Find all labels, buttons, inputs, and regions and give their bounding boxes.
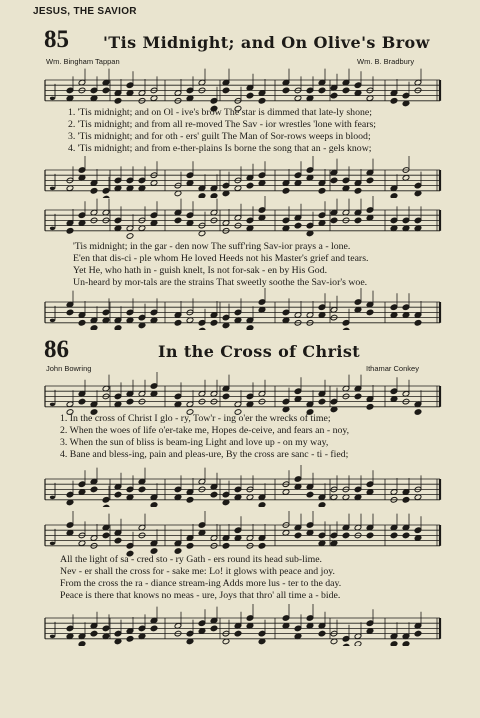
lyricist-credit: Wm. Bingham Tappan: [46, 57, 120, 66]
lyricist-credit: John Bowring: [46, 364, 92, 373]
stanza-line: From the cross the ra - diance stream-ing Adds more lus - ter to the day.: [60, 578, 342, 589]
music-staff-bass: [0, 465, 480, 507]
stanza-block: [68, 107, 376, 155]
music-staff-treble: [0, 66, 480, 112]
svg-text:♩: ♩: [48, 525, 59, 551]
svg-text:♩: ♩: [48, 386, 59, 412]
music-staff-bass: [0, 288, 480, 330]
stanza-line: 2. 'Tis midnight; and from all re-moved The Sav - ior wrestles 'lone with fears;: [68, 119, 376, 130]
hymn-title: 'Tis Midnight; and On Olive's Brow: [103, 33, 430, 52]
svg-text:♩: ♩: [48, 80, 59, 106]
stanza-line: 1. 'Tis midnight; and on Ol - ive's brow The star is dimmed that late-ly shone;: [68, 107, 372, 118]
section-header: JESUS, THE SAVIOR: [33, 6, 137, 17]
stanza-block: [60, 554, 341, 602]
stanza-line: 'Tis midnight; in the gar - den now The suff'ring Sav-ior prays a - lone.: [73, 241, 351, 252]
music-staff-bass: [0, 156, 480, 198]
stanza-block: [60, 413, 349, 461]
svg-text:♩: ♩: [48, 618, 59, 644]
stanza-line: Yet He, who hath in - guish knelt, Is not for-sak - en by His God.: [73, 265, 328, 276]
stanza-line: All the light of sa - cred sto - ry Gath - ers round its head sub-lime.: [60, 554, 323, 565]
music-staff-treble: [0, 196, 480, 242]
hymn-title: In the Cross of Christ: [158, 342, 361, 361]
stanza-line: 2. When the woes of life o'er-take me, Hopes de-ceive, and fears an - noy,: [60, 425, 350, 436]
stanza-line: 1. In the cross of Christ I glo - ry, Tow'r - ing o'er the wrecks of time;: [60, 413, 331, 424]
svg-text:♩: ♩: [48, 479, 59, 505]
hymn-number: 86: [44, 336, 69, 363]
hymn-number: 85: [44, 26, 69, 53]
composer-credit: Wm. B. Bradbury: [357, 57, 415, 66]
stanza-block: [73, 241, 368, 289]
music-staff-treble: [0, 511, 480, 557]
stanza-line: 3. 'Tis midnight; and for oth - ers' guilt The Man of Sor-rows weeps in blood;: [68, 131, 371, 142]
music-staff-treble: [0, 372, 480, 418]
music-staff-bass: [0, 604, 480, 646]
composer-credit: Ithamar Conkey: [366, 364, 419, 373]
svg-text:♩: ♩: [48, 302, 59, 328]
stanza-line: Un-heard by mor-tals are the strains That sweetly soothe the Sav-ior's woe.: [73, 277, 368, 288]
stanza-line: 4. Bane and bless-ing, pain and pleas-ure, By the cross are sanc - ti - fied;: [60, 449, 349, 460]
stanza-line: Peace is there that knows no meas - ure, Joys that thro' all time a - bide.: [60, 590, 341, 601]
stanza-line: E'en that dis-ci - ple whom He loved Heeds not his Master's grief and tears.: [73, 253, 369, 264]
stanza-line: Nev - er shall the cross for - sake me: Lo! it glows with peace and joy.: [60, 566, 335, 577]
stanza-line: 4. 'Tis midnight; and from e-ther-plains Is borne the song that an - gels know;: [68, 143, 372, 154]
svg-text:♩: ♩: [48, 210, 59, 236]
svg-text:♩: ♩: [48, 170, 59, 196]
stanza-line: 3. When the sun of bliss is beam-ing Light and love up - on my way,: [60, 437, 329, 448]
